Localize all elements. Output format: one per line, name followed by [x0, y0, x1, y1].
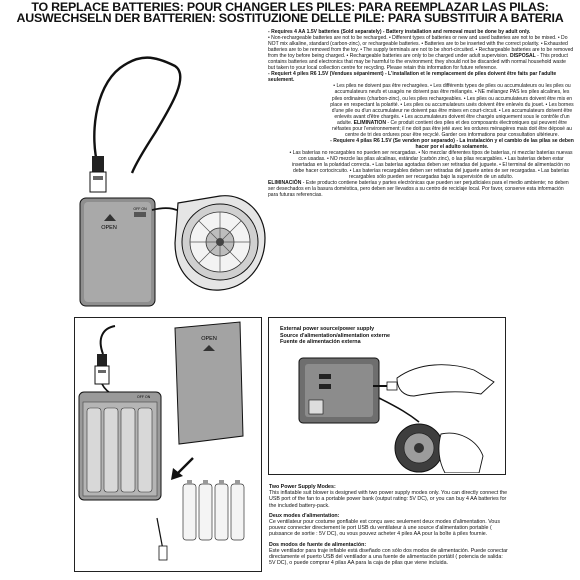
en-requirements: - Requires 4 AA 1.5V batteries (Sold separately) - Battery installation and removal must be done by adult only.: [268, 29, 531, 35]
external-power-illustration: [269, 348, 504, 473]
es-requirements: - Requiere 4 pilas R6 1.5V (Se venden por separado) - La instalación y el cambio de las pilas se deben hacer por el adulto solamente.: [330, 137, 574, 150]
fr-elimination-label: ELIMINATION: [353, 119, 387, 126]
fr-requirements: - Requiert 4 piles R6 1.5V (Vendues séparément) - L'installation et le remplacement de piles doivent être faits par l'adulte seulement.: [268, 71, 557, 84]
en-warnings: • Non-rechargeable batteries are not to be recharged. • Different types of batteries or new and used batteries are not to be mixed. • Do NOT mix alkaline, standard (carbon-zinc), or rechargeable batteries. • Batteries are to be inserted with the correct polarity. • Exhausted batteries are to be removed from the toy. • The supply terminals are not to be short-circuited. • Rechargeable batteries are to be removed from the toy before being charged. • Rechargeable batteries are only to be charged under adult supervision.: [268, 35, 574, 60]
open-label: OPEN: [101, 225, 117, 231]
modes-en-title: Two Power Supply Modes:: [269, 484, 336, 490]
title-line-2: AUSWECHSELN DER BATTERIEN: SOSTITUZIONE DELLE PILE: PARA SUBSTITUIR A BATERIA: [16, 11, 564, 25]
switch-label-2: OFF ON: [137, 395, 151, 399]
en-disposal-label: DISPOSAL: [509, 53, 536, 60]
fr-elimination-text: - Ce produit contient des piles et des composants électroniques qui peuvent être néfastes pour l'environnement; il ne doit pas être jeté avec les ordures ménagères mais doit être déposé au centre de tri des ordures pour être recyclé. Garder ces informations pour consultation ultérieure.: [332, 119, 572, 138]
es-warnings: • Las baterías no recargables no pueden ser recargadas. • No mezclar diferentes tipos de baterías, ni mezclar baterías nuevas con usadas. • NO mezcle las pilas alcalinas, estándar (carbón zinc), o las pilas recargables. • Las baterías deben estar insertadas en la polaridad correcta. • Las baterías agotadas deben ser retiradas del juguete. • El terminal de alimentación no debe hacer cortocircuito. • Las baterías recargables deben ser retiradas del juguete antes de ser recargadas. • Las baterías recargables sólo pueden ser recargadas bajo la supervisión de un adulto.: [289, 149, 573, 181]
es-eliminacion-text: - Este producto contiene baterías y partes electrónicas que pueden ser perjudiciales para el medio ambiente; no deben ser desechados en la basura doméstica, pero deben ser llevados a su centro de reciclaje local. Por favor, conserve esta información para futuras referencias.: [268, 180, 569, 199]
modes-fr-body: Ce ventilateur pour costume gonflable est conçu avec seulement deux modes d'alimentation. Vous pouvez connecter directement le port USB du ventilateur à une source d'alimentation portable ( puissance de sortie : 5V DC), ou vous pouvez acheter 4 piles AA pour la boîte à piles fournie.: [269, 519, 500, 538]
modes-es-title: Dos modos de fuente de alimentación:: [269, 541, 367, 548]
power-modes-text: [269, 484, 509, 566]
external-power-es: Fuente de alimentación externa: [280, 339, 361, 346]
open-label-2: OPEN: [201, 336, 217, 342]
title-line-1: TO REPLACE BATTERIES: POUR CHANGER LES PILES: PARA REEMPLAZAR LAS PILAS:: [31, 0, 549, 14]
external-power-labels: [280, 326, 390, 346]
battery-install-panel: [74, 317, 262, 572]
modes-es-body: Este ventilador para traje inflable está diseñado con sólo dos modos de alimentación. Puede conectar directamente el puerto USB del ventilador a una fuente de alimentación portátil ( potencia de salida: 5V DC), o puede comprar 4 pilas AA para la caja de pilas que viene incluida.: [269, 547, 508, 567]
battery-box-fan-illustration: [60, 28, 270, 318]
modes-fr-title: Deux modes d'alimentation:: [269, 512, 340, 519]
switch-label: OFF ON: [133, 207, 147, 211]
modes-en-body: This inflatable suit blower is designed with two power supply modes only. You can directly connect the USB port of the fan to a portable power bank (output rating: 5V DC), or you can buy 4 AA batteries for the included battery-pack.: [269, 490, 508, 509]
fr-warnings: • Les piles ne doivent pas être rechargées. • Les différents types de piles ou accumulateurs ou les piles ou accumulateurs neufs et usagés ne doivent pas être mélangés. • NE mélangez PAS les piles alcalines, les piles ordinaires (charbon-zinc), ou les piles rechargeables. • Les piles ou accumulateurs doivent être mis en place en respectant la polarité. • Les piles ou accumulateurs usés doivent être enlevés du jouet. • Les bornes d'une pile ou d'un accumulateur ne doivent pas être mises en court-circuit. • Les accumulateurs doivent être enlevés avant d'être chargés. • Les accumulateurs doivent être chargés uniquement sous le contrôle d'un adulte.: [330, 83, 574, 126]
external-power-fr: Source d'alimentation/alimentation externe: [280, 332, 391, 339]
battery-instructions: [268, 29, 574, 198]
en-disposal-text: - This product contains batteries and electronics that may be harmful to the environment; they should not be discarded with normal household waste but taken to your local collection centre for recycling. Please retain this information for future reference.: [268, 53, 568, 72]
external-power-en: External power source/power supply: [280, 326, 375, 332]
battery-install-illustration: [75, 318, 260, 570]
es-eliminacion-label: ELIMINACIÓN: [268, 180, 302, 187]
